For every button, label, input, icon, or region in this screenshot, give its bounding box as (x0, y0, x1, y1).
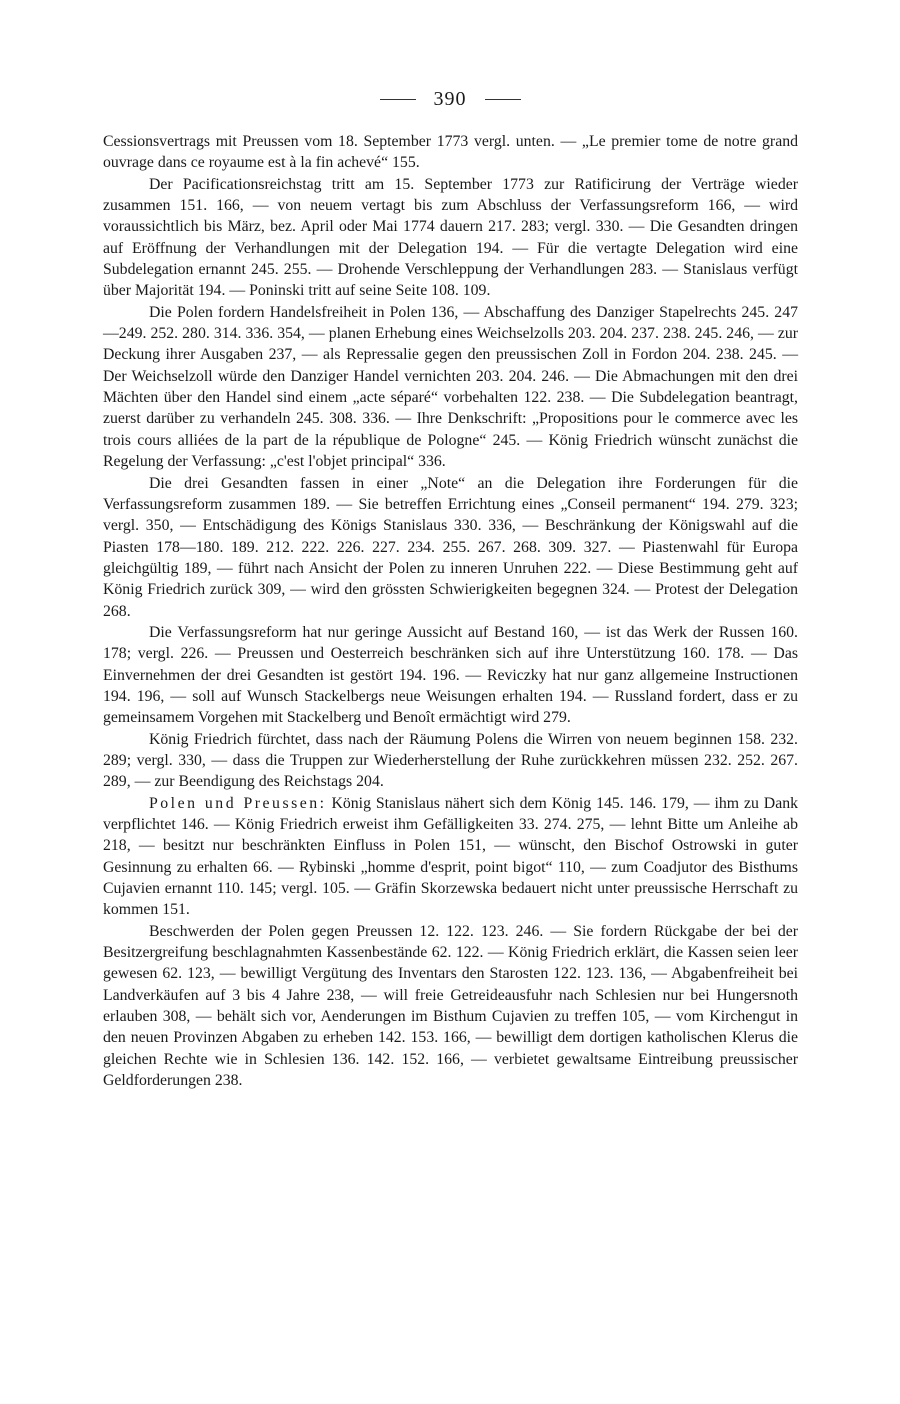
section-lead: Polen und Preussen: (149, 794, 327, 812)
paragraph (103, 302, 798, 473)
paragraph (103, 174, 798, 302)
page-header (0, 88, 900, 111)
paragraph-text: Der Pacificationsreichstag tritt am 15. September 1773 zur Ratificirung der Verträge wieder zusammen 151. 166, — von neuem vertagt bis zum Abschluss der Verfassungsreform 166, — wird voraussichtlich bis März, bez. April oder Mai 1774 dauern 217. 283; vergl. 330. — Die Gesandten dringen auf Eröffnung der Verhandlungen mit der Delegation 194. — Für die vertagte Delegation wird eine Subdelegation ernannt 245. 255. — Drohende Verschleppung der Verhandlungen 283. — Stanislaus verfügt über Majorität 194. — Poninski tritt auf seine Seite 108. 109. (103, 175, 798, 300)
paragraph-text: Beschwerden der Polen gegen Preussen 12. 122. 123. 246. — Sie fordern Rückgabe der bei der Besitzergreifung beschlagnahmten Kassenbestände 62. 122. — König Friedrich erklärt, die Kassen seien leer gewesen 62. 123, — bewilligt Vergütung des Inventars den Starosten 122. 123. 136, — Abgabenfreiheit bei Landverkäufen auf 3 bis 4 Jahre 238, — will freie Getreideausfuhr nach Schlesien nur bei Hungersnoth erlauben 308, — behält sich vor, Aenderungen im Bisthum Cujavien zu treffen 105, — vom Kirchengut in den neuen Provinzen Abgaben zu erheben 142. 153. 166, — bewilligt dem dortigen katholischen Klerus die gleichen Rechte wie in Schlesien 136. 142. 152. 166, — verbietet gewaltsame Eintreibung preussischer Geldforderungen 238. (103, 922, 798, 1090)
paragraph (103, 793, 798, 921)
paragraph-text: Cessionsvertrags mit Preussen vom 18. September 1773 vergl. unten. — „Le premier tome de notre grand ouvrage dans ce royaume est à la fin achevé“ 155. (103, 133, 798, 172)
paragraph-text: Die Polen fordern Handelsfreiheit in Polen 136, — Abschaffung des Danziger Stapelrechts 245. 247—249. 252. 280. 314. 336. 354, — planen Erhebung eines Weichselzolls 203. 204. 237. 238. 245. 246, — zur Deckung ihrer Ausgaben 237, — als Repressalie gegen den preussischen Zoll in Fordon 204. 238. 245. — Der Weichselzoll würde den Danziger Handel vernichten 203. 204. 246. — Die Abmachungen mit den drei Mächten über den Handel sind einem „acte séparé“ vorbehalten 122. 238. — Die Subdelegation beantragt, zuerst darüber zu verhandeln 245. 308. 336. — Ihre Denkschrift: „Propositions pour le commerce avec les trois cours alliées de la part de la république de Pologne“ 245. — König Friedrich wünscht zunächst die Regelung der Verfassung: „c'est l'objet principal“ 336. (103, 303, 798, 471)
paragraph-text: König Stanislaus nähert sich dem König 145. 146. 179, — ihm zu Dank verpflichtet 146. — König Friedrich erweist ihm Gefälligkeiten 33. 274. 275, — lehnt Bitte um Anleihe ab 218, — besitzt nur beschränkten Einfluss in Polen 151, — wünscht, den Bischof Ostrowski in guter Gesinnung zu erhalten 66. — Rybinski „homme d'esprit, point bigot“ 110, — zum Coadjutor des Bisthums Cujavien ernannt 110. 145; vergl. 105. — Gräfin Skorzewska bedauert nicht unter preussische Herrschaft zu kommen 151. (103, 794, 798, 919)
paragraph (103, 921, 798, 1092)
paragraph (103, 622, 798, 729)
page-number: 390 (433, 88, 467, 110)
header-rule-right (485, 99, 521, 100)
paragraph-text: Die Verfassungsreform hat nur geringe Aussicht auf Bestand 160, — ist das Werk der Russen 160. 178; vergl. 226. — Preussen und Oesterreich beschränken sich auf ihre Unterstützung 160. 178. — Das Einvernehmen der drei Gesandten ist gestört 194. 196. — Reviczky hat nur ganz allgemeine Instructionen 194. 196, — soll auf Wunsch Stackelbergs neue Weisungen erhalten 194. — Russland fordert, dass er zu gemeinsamem Vorgehen mit Stackelberg und Benoît ermächtigt wird 279. (103, 623, 798, 727)
paragraph (103, 473, 798, 622)
header-rule-left (380, 99, 416, 100)
paragraph (103, 131, 798, 174)
paragraph-text: Die drei Gesandten fassen in einer „Note“ an die Delegation ihre Forderungen für die Verfassungsreform zusammen 189. — Sie betreffen Errichtung eines „Conseil permanent“ 194. 279. 323; vergl. 350, — Entschädigung des Königs Stanislaus 330. 336, — Beschränkung der Königswahl auf die Piasten 178—180. 189. 212. 222. 226. 227. 234. 255. 267. 268. 309. 327. — Piastenwahl für Europa gleichgültig 189, — führt nach Ansicht der Polen zu inneren Unruhen 222. — Diese Bestimmung geht auf König Friedrich zurück 309, — wird den grössten Schwierigkeiten begegnen 324. — Protest der Delegation 268. (103, 474, 798, 620)
body-text (103, 131, 798, 1091)
paragraph-text: König Friedrich fürchtet, dass nach der Räumung Polens die Wirren von neuem beginnen 158. 232. 289; vergl. 330, — dass die Truppen zur Wiederherstellung der Ruhe zurückkehren müssen 232. 252. 267. 289, — zur Beendigung des Reichstags 204. (103, 730, 798, 791)
paragraph (103, 729, 798, 793)
